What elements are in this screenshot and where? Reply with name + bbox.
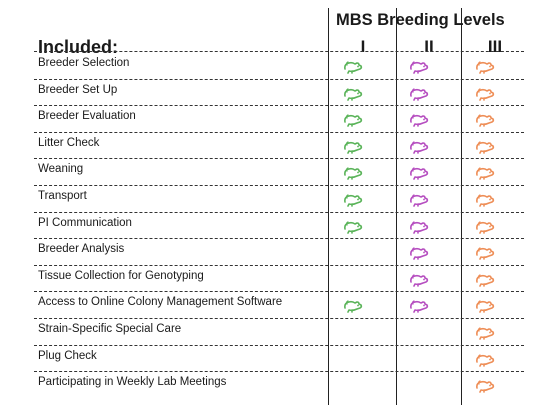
feature-label: Breeder Evaluation [38,110,136,123]
mouse-icon [343,299,363,313]
mouse-icon [409,193,429,207]
feature-label: Strain-Specific Special Care [38,323,182,335]
mouse-icon [343,166,363,180]
mouse-icon [343,60,363,74]
feature-label: Plug Check [38,349,97,362]
row-separator [34,185,524,186]
row-separator [34,212,524,213]
mouse-icon [475,299,495,313]
mouse-icon [475,87,495,101]
mouse-icon [475,220,495,234]
feature-label: Transport [38,190,87,202]
feature-label: Breeder Selection [38,57,130,69]
feature-label: Weaning [38,163,84,176]
mouse-icon [475,246,495,260]
row-separator [34,79,524,80]
row-separator [34,132,524,133]
mouse-icon [409,140,429,154]
mouse-icon [475,166,495,180]
mouse-icon [409,166,429,180]
mouse-icon [409,87,429,101]
mouse-icon [475,353,495,367]
feature-label: Litter Check [38,136,100,149]
feature-label: PI Communication [38,216,132,229]
row-separator [34,371,524,372]
feature-label: Breeder Analysis [38,243,125,256]
mouse-icon [409,60,429,74]
feature-label: Breeder Set Up [38,83,118,96]
mouse-icon [475,140,495,154]
level-header-1: I [360,37,366,56]
mouse-icon [409,299,429,313]
row-separator [34,265,524,266]
row-separator [34,238,524,239]
mouse-icon [475,326,495,340]
row-separator [34,345,524,346]
mouse-icon [343,220,363,234]
mouse-icon [409,246,429,260]
included-header: Included: [38,37,118,57]
feature-label: Access to Online Colony Management Software [38,296,283,309]
feature-label: Participating in Weekly Lab Meetings [38,376,227,389]
mouse-icon [475,60,495,74]
mouse-icon [475,193,495,207]
mouse-icon [343,140,363,154]
mouse-icon [409,220,429,234]
row-separator [34,158,524,159]
row-separator [34,318,524,319]
mouse-icon [475,113,495,127]
level-header-2: II [424,37,434,56]
level-header-3: III [487,37,503,56]
table-title: MBS Breeding Levels [336,11,505,29]
row-separator [34,51,524,52]
row-separator [34,291,524,292]
feature-label: Tissue Collection for Genotyping [38,269,204,282]
mouse-icon [409,113,429,127]
mouse-icon [475,273,495,287]
mouse-icon [343,193,363,207]
mouse-icon [475,379,495,393]
mouse-icon [343,87,363,101]
mouse-icon [343,113,363,127]
mouse-icon [409,273,429,287]
row-separator [34,105,524,106]
